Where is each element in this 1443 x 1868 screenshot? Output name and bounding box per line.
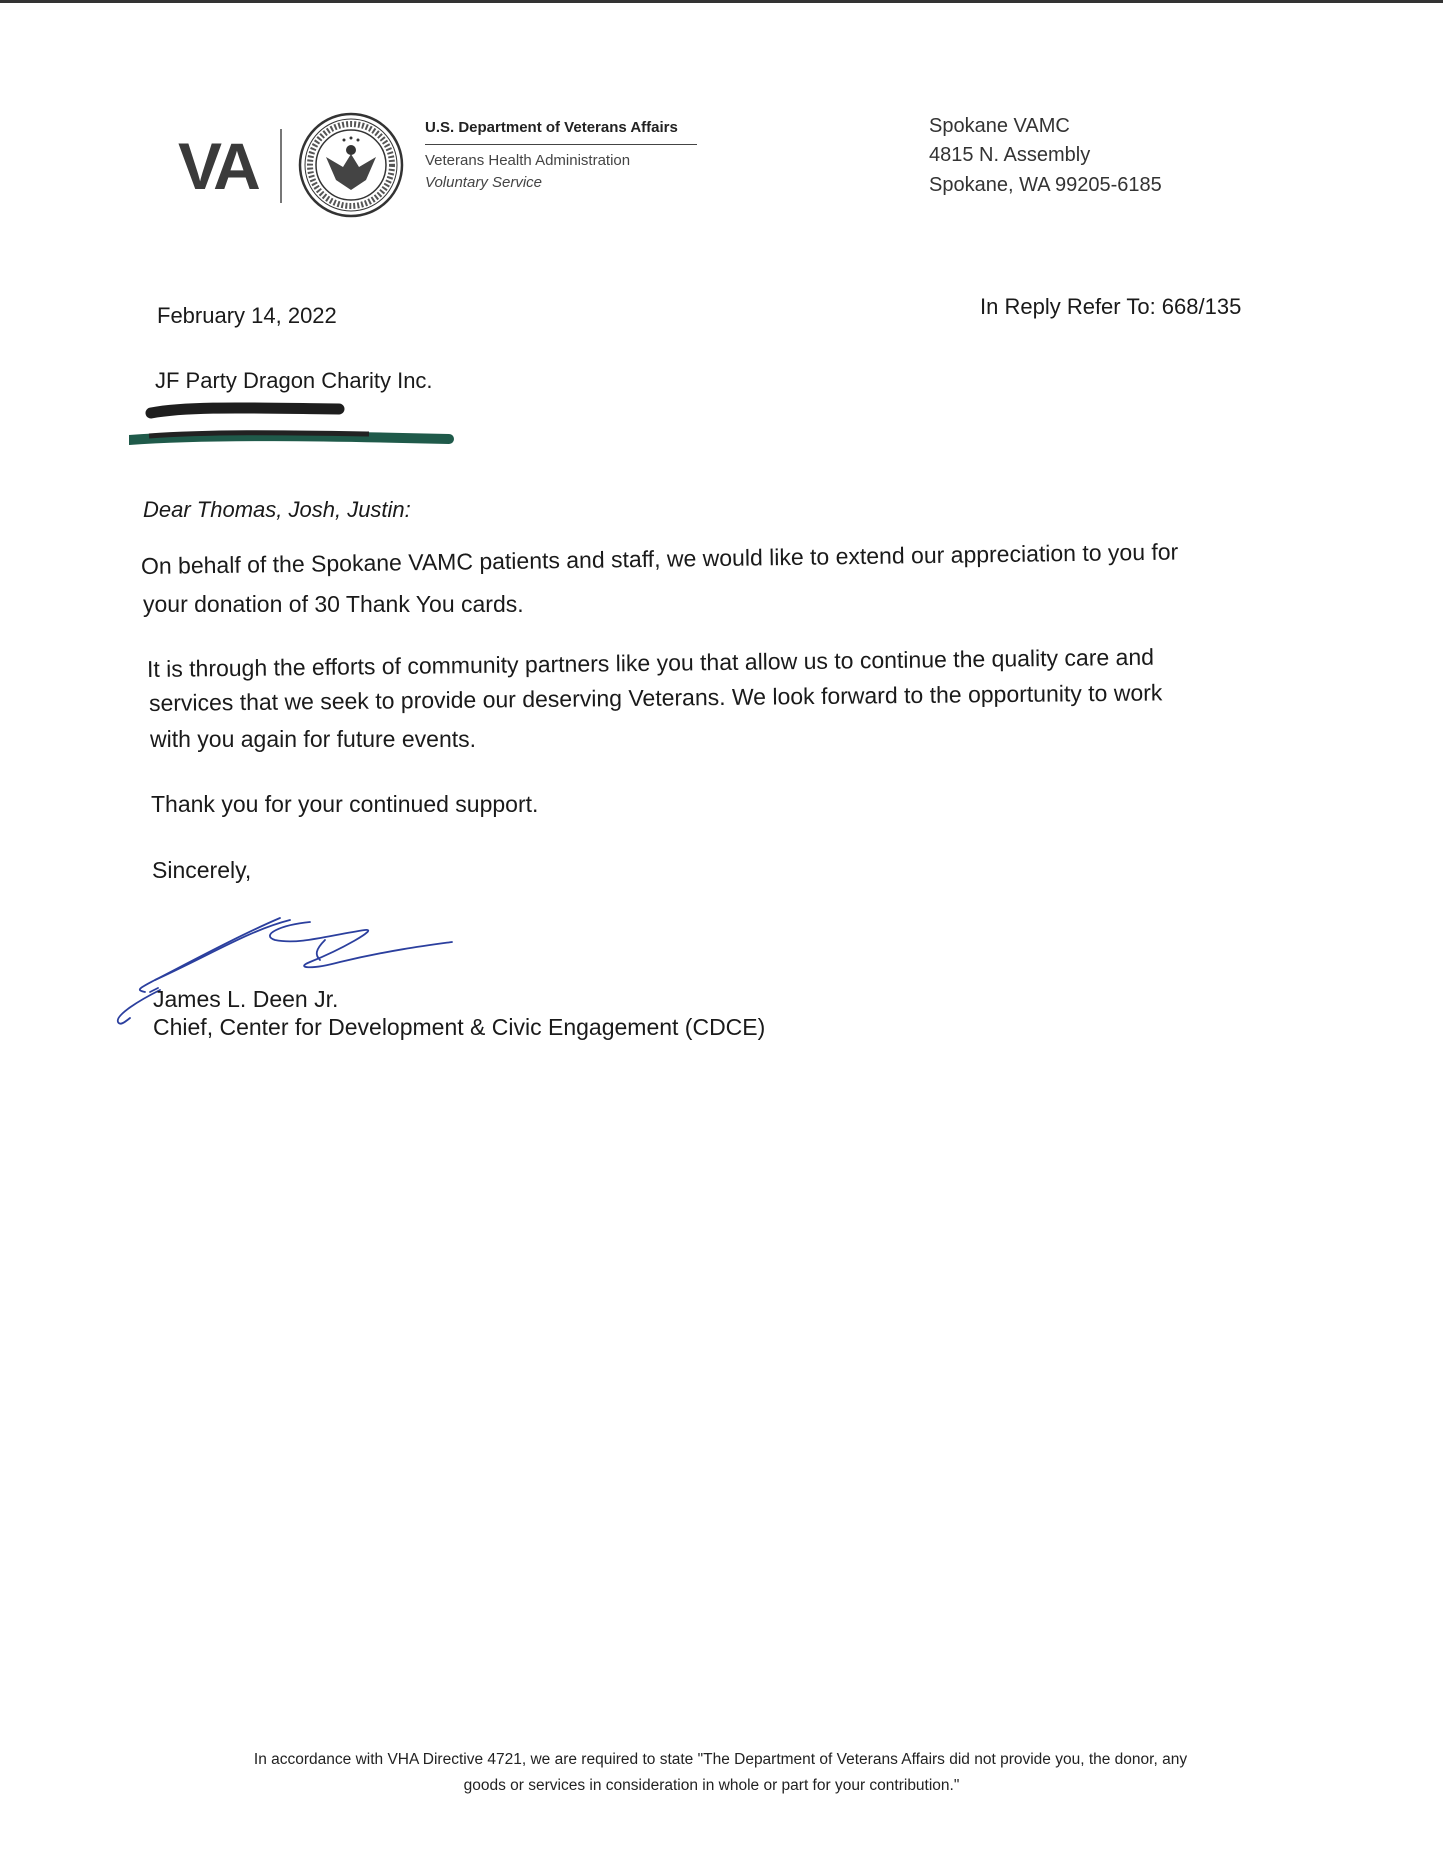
body-line: with you again for future events. (150, 726, 477, 752)
administration-name: Veterans Health Administration (425, 152, 631, 169)
salutation: Dear Thomas, Josh, Justin: (143, 497, 411, 522)
redaction-marks (129, 400, 459, 460)
va-logo: VA (178, 129, 257, 203)
body-line: Thank you for your continued support. (151, 791, 539, 817)
disclaimer-line: goods or services in consideration in whole or part for your contribution." (463, 1777, 960, 1794)
signer-title: Chief, Center for Development & Civic Engagement (CDCE) (153, 1014, 766, 1040)
va-seal-icon (298, 112, 404, 218)
reply-reference: In Reply Refer To: 668/135 (980, 294, 1242, 319)
service-name: Voluntary Service (425, 174, 542, 191)
letter-date: February 14, 2022 (157, 303, 337, 328)
address-line: 4815 N. Assembly (929, 144, 1091, 166)
disclaimer-line: In accordance with VHA Directive 4721, we are required to state "The Department of Veterans Affairs did not provide you, the donor, any (253, 1751, 1188, 1768)
body-line: your donation of 30 Thank You cards. (143, 591, 524, 617)
letterhead-rule (425, 144, 697, 145)
page-top-border (0, 0, 1443, 3)
body-line: It is through the efforts of community partners like you that allow us to continue the quality care and (146, 643, 1155, 682)
address-line: Spokane, WA 99205-6185 (929, 174, 1162, 196)
body-line: services that we seek to provide our deserving Veterans. We look forward to the opportunity to work (148, 679, 1163, 716)
body-line: On behalf of the Spokane VAMC patients and staff, we would like to extend our appreciation to you for (140, 538, 1179, 579)
closing: Sincerely, (152, 857, 252, 883)
department-name: U.S. Department of Veterans Affairs (425, 119, 678, 136)
logo-divider (280, 129, 282, 203)
recipient-name: JF Party Dragon Charity Inc. (155, 368, 433, 393)
address-line: Spokane VAMC (929, 115, 1070, 137)
signer-name: James L. Deen Jr. (153, 986, 339, 1012)
